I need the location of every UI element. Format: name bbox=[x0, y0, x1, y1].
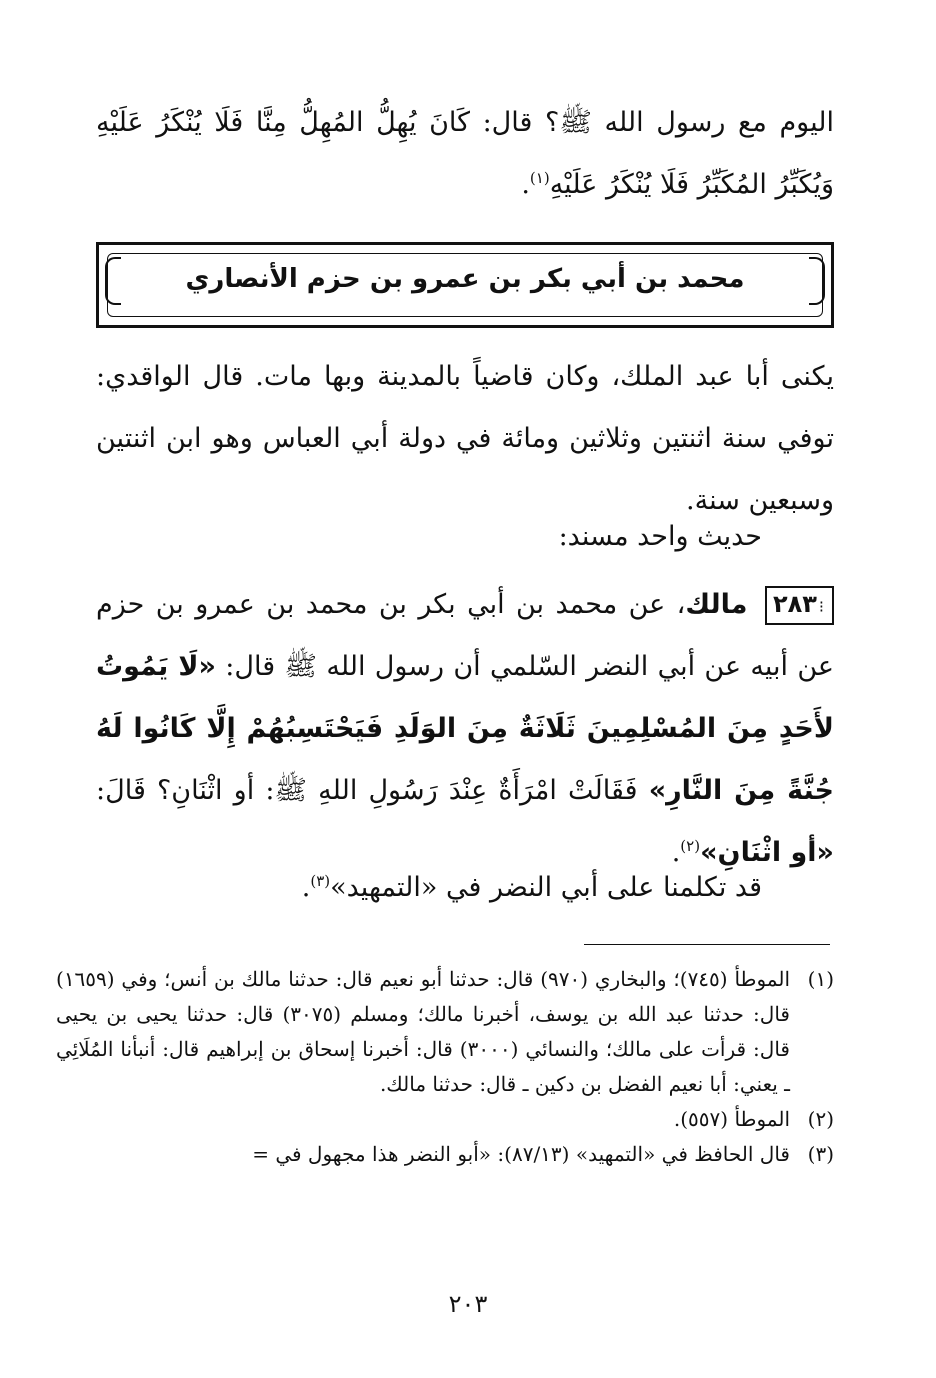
hadith-number-box bbox=[765, 586, 834, 625]
comment-line bbox=[96, 858, 762, 918]
footnote-marker-1: (١) bbox=[529, 169, 550, 187]
intro-text: اليوم مع رسول الله ﷺ؟ قال: كَانَ يُهِلُّ المُهِلُّ مِنَّا فَلَا يُنْكَرُ عَلَيْهِ وَيُكَبِّرُ المُكَبِّرُ فَلَا يُنْكَرُ عَلَيْهِ bbox=[96, 107, 834, 200]
footnote-number: (٣) bbox=[807, 1142, 834, 1166]
page-number: ٢٠٣ bbox=[448, 1290, 488, 1318]
footnote-text: الموطأ (٥٥٧). bbox=[673, 1107, 790, 1131]
hadith-narrator: مالك bbox=[685, 589, 748, 620]
intro-end: . bbox=[521, 169, 530, 200]
hadith-end: . bbox=[671, 837, 681, 868]
section-heading-title: محمد بن أبي بكر بن عمرو بن حزم الأنصاري bbox=[185, 264, 745, 294]
section-heading-frame bbox=[96, 242, 834, 328]
hadith-paragraph bbox=[96, 574, 834, 884]
footnote-text: الموطأ (٧٤٥)؛ والبخاري (٩٧٠) قال: حدثنا أبو نعيم قال: حدثنا مالك بن أنس؛ وفي (١٦٥٩) قال: حدثنا عبد الله بن يوسف، أخبرنا مالك؛ ومسلم (٣٠٧٥) قال: حدثنا يحيى بن يحيى قال: قرأت على مالك؛ والنسائي (٣٠٠٠) قال: أخبرنا إسحاق بن إبراهيم قال: أنبأنا المُلَائِي ـ يعني: أبا نعيم الفضل بن دكين ـ قال: حدثنا مالك. bbox=[56, 967, 790, 1096]
comment-text: قد تكلمنا على أبي النضر في «التمهيد» bbox=[330, 872, 762, 903]
hadith-number: ٢٨٣ bbox=[772, 590, 817, 618]
footnote-1 bbox=[56, 962, 834, 1102]
comment-end: . bbox=[301, 872, 311, 903]
biography-paragraph: يكنى أبا عبد الملك، وكان قاضياً بالمدينة وبها مات. قال الواقدي: توفي سنة اثنتين وثلاثين ومائة في دولة أبي العباس وهو ابن اثنتين وسبعين سنة. bbox=[96, 361, 834, 516]
footnote-2 bbox=[56, 1102, 834, 1137]
footnote-text: قال الحافظ في «التمهيد» (٨٧/١٣): «أبو النضر هذا مجهول في = bbox=[252, 1142, 790, 1166]
hadith-question: فَقَالَتْ امْرَأَةٌ عِنْدَ رَسُولِ اللهِ ﷺ: أو اثْنَانِ؟ قَالَ: bbox=[96, 775, 638, 806]
footnote-number: (٢) bbox=[807, 1107, 834, 1131]
footnote-number: (١) bbox=[807, 967, 834, 991]
number-ornament-icon: ⁝ bbox=[818, 597, 824, 616]
footnote-marker-3: (٣) bbox=[310, 872, 331, 890]
footnotes bbox=[56, 962, 834, 1172]
footnote-separator bbox=[584, 944, 830, 945]
footnote-marker-2: (٢) bbox=[680, 837, 701, 855]
hadith-isnad: ، عن محمد بن أبي بكر بن محمد بن عمرو بن حزم عن أبيه عن أبي النضر السّلمي أن رسول الله ﷺ قال: bbox=[96, 589, 834, 682]
hadith-answer: «أو اثْنَانِ» bbox=[700, 837, 834, 868]
hadith-count-line: حديث واحد مسند: bbox=[558, 521, 762, 552]
intro-paragraph bbox=[96, 92, 834, 216]
footnote-3 bbox=[56, 1137, 834, 1172]
hadith-matn: «لَا يَمُوتُ لأَحَدٍ مِنَ المُسْلِمِينَ ثَلَاثَةٌ مِنَ الوَلَدِ فَيَحْتَسِبُهُمْ إِلَّا كَانُوا لَهُ جُنَّةً مِنَ النَّارِ» bbox=[96, 651, 834, 806]
